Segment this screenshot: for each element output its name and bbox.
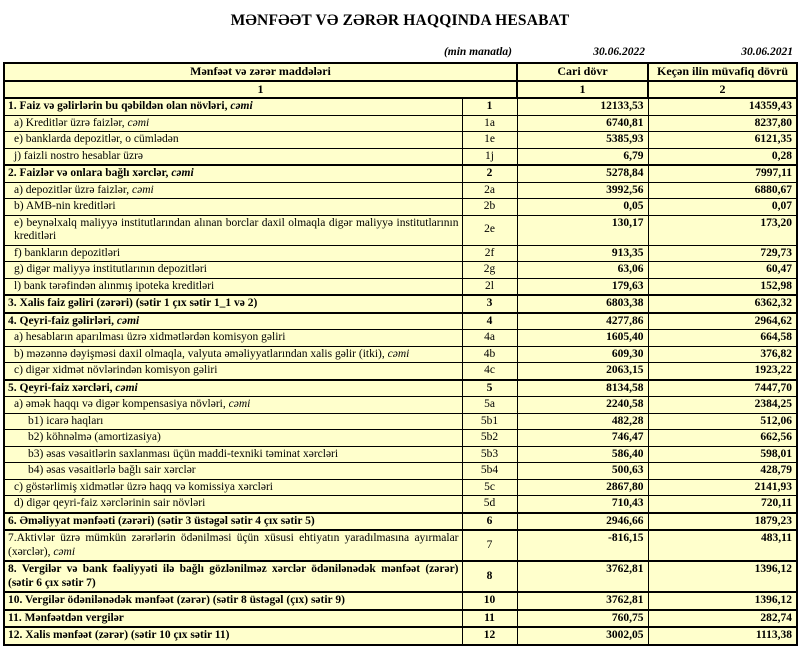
row-label-suffix: cəmi [116, 314, 140, 327]
row-code: 1e [462, 132, 517, 149]
row-label [4, 330, 462, 347]
row-label [4, 262, 462, 279]
row-value-current: -816,15 [517, 530, 648, 561]
row-value-current: 6,79 [517, 148, 648, 165]
row-label-text: 4. Qeyri-faiz gəlirləri, [8, 314, 117, 327]
row-code: 2a [462, 182, 517, 199]
row-label-text: a) Kreditlər üzrə faizlər, [14, 116, 128, 129]
table-row-1j [4, 148, 797, 165]
period-previous-date: 30.06.2021 [741, 46, 793, 58]
row-code: 12 [462, 627, 517, 645]
row-label-text: 2. Faizlər və onlara bağlı xərclər, [8, 167, 172, 179]
row-code: 5b3 [462, 446, 517, 463]
col-header-current: Cari dövr [517, 63, 648, 81]
row-code: 2g [462, 262, 517, 279]
row-code: 2f [462, 245, 517, 262]
table-row-5d [4, 496, 797, 513]
row-value-previous: 512,06 [648, 413, 797, 430]
row-label-text: a) hesabların aparılması üzrə xidmətlərdən komisyon gəliri [14, 331, 286, 343]
row-label-suffix: cəmi [53, 545, 76, 558]
row-label [4, 148, 462, 165]
row-label-text: b) məzənnə dəyişməsi daxil olmaqla, valyuta əməliyyatlarından xalis gəlir (itki), [14, 347, 388, 360]
row-value-current: 500,63 [517, 463, 648, 480]
table-row-5b2 [4, 430, 797, 447]
row-code: 4 [462, 313, 517, 330]
row-value-previous: 428,79 [648, 463, 797, 480]
row-code: 5b1 [462, 413, 517, 430]
row-value-current: 2063,15 [517, 363, 648, 380]
row-value-current: 8134,58 [517, 380, 648, 397]
row-value-current: 913,35 [517, 245, 648, 262]
row-label [4, 530, 462, 561]
row-value-previous: 662,56 [648, 430, 797, 447]
row-label-suffix: cəmi [387, 347, 410, 360]
row-value-current: 5278,84 [517, 165, 648, 182]
row-value-previous: 152,98 [648, 278, 797, 295]
row-value-current: 482,28 [517, 413, 648, 430]
row-value-previous: 664,58 [648, 330, 797, 347]
row-code: 5a [462, 397, 517, 414]
row-label-text: 3. Xalis faiz gəliri (zərəri) (sətir 1 çıx sətir 1_1 və 2) [8, 297, 258, 309]
row-value-previous: 376,82 [648, 346, 797, 363]
row-label [4, 561, 462, 592]
row-code: 7 [462, 530, 517, 561]
row-value-current: 586,40 [517, 446, 648, 463]
row-label-suffix: cəmi [115, 381, 138, 394]
row-label-text: b3) əsas vəsaitlərin saxlanması üçün maddi-texniki təminat xərcləri [28, 447, 339, 460]
row-label [4, 463, 462, 480]
row-code: 2l [462, 278, 517, 295]
table-row-5b4 [4, 463, 797, 480]
col-header-items: Mənfəət və zərər maddələri [4, 63, 517, 81]
row-value-previous: 0,07 [648, 199, 797, 216]
row-value-previous: 1396,12 [648, 592, 797, 610]
row-value-current: 4277,86 [517, 313, 648, 330]
row-code: 5c [462, 479, 517, 496]
row-value-current: 760,75 [517, 610, 648, 628]
col-number-current: 1 [517, 81, 648, 99]
col-header-previous: Keçən ilin müvafiq dövrü [648, 63, 797, 81]
row-label-suffix: cəmi [171, 167, 194, 179]
row-label-text: a) əmək haqqı və digər kompensasiya növləri, [14, 398, 229, 410]
row-value-previous: 1113,38 [648, 627, 797, 645]
row-label [4, 132, 462, 149]
table-row-5a [4, 397, 797, 414]
row-value-current: 746,47 [517, 430, 648, 447]
table-row-7 [4, 530, 797, 561]
row-code: 10 [462, 592, 517, 610]
period-current-date: 30.06.2022 [593, 46, 645, 58]
row-label [4, 397, 462, 414]
row-value-previous: 7447,70 [648, 380, 797, 397]
row-label [4, 446, 462, 463]
row-label [4, 430, 462, 447]
row-code: 8 [462, 561, 517, 592]
row-label-text: a) depozitlər üzrə faizlər, [14, 183, 132, 196]
row-label-text: e) beynəlxalq maliyyə institutlarından alınan borclar daxil olmaqla digər maliyyə institutlarının kreditləri [14, 216, 459, 242]
row-code: 2e [462, 215, 517, 245]
row-code: 6 [462, 513, 517, 531]
row-label-text: j) faizli nostro hesablar üzrə [14, 149, 143, 162]
row-value-current: 609,30 [517, 346, 648, 363]
table-row-5b3 [4, 446, 797, 463]
row-value-previous: 173,20 [648, 215, 797, 245]
row-label [4, 115, 462, 132]
table-row-6 [4, 513, 797, 531]
row-code: 5b2 [462, 430, 517, 447]
table-body [4, 98, 797, 645]
row-value-previous: 1879,23 [648, 513, 797, 531]
row-label [4, 380, 462, 397]
header-row-numbers [4, 81, 797, 99]
row-value-current: 63,06 [517, 262, 648, 279]
report-title: MƏNFƏƏT VƏ ZƏRƏR HAQQINDA HESABAT [230, 12, 570, 29]
row-value-current: 5385,93 [517, 132, 648, 149]
profit-loss-table [3, 62, 798, 646]
row-value-previous: 60,47 [648, 262, 797, 279]
row-value-current: 3762,81 [517, 561, 648, 592]
row-label [4, 513, 462, 531]
row-value-previous: 1396,12 [648, 561, 797, 592]
table-row-2f [4, 245, 797, 262]
row-value-current: 3762,81 [517, 592, 648, 610]
row-value-previous: 2141,93 [648, 479, 797, 496]
row-label-text: b4) əsas vəsaitlərlə bağlı sair xərclər [28, 464, 196, 476]
row-code: 11 [462, 610, 517, 628]
row-label [4, 98, 462, 115]
row-code: 2b [462, 199, 517, 216]
row-label-text: l) bank tərəfindən alınmış ipoteka kreditləri [14, 279, 215, 292]
unit-note: (min manatla) [443, 46, 512, 58]
table-row-2a [4, 182, 797, 199]
row-label-text: 8. Vergilər və bank fəaliyyəti ilə bağlı gözlənilməz xərclər ödənilənədək mənfəət (zərər) (sətir 6 çıx sətir 7) [8, 563, 459, 589]
table-row-5b1 [4, 413, 797, 430]
row-code: 1 [462, 98, 517, 115]
row-value-current: 130,17 [517, 215, 648, 245]
row-value-current: 1605,40 [517, 330, 648, 347]
row-label [4, 610, 462, 628]
table-row-4b [4, 346, 797, 363]
table-row-2g [4, 262, 797, 279]
row-code: 1a [462, 115, 517, 132]
row-label-suffix: cəmi [131, 183, 154, 196]
row-label [4, 278, 462, 295]
row-label [4, 413, 462, 430]
row-value-current: 3992,56 [517, 182, 648, 199]
table-row-1 [4, 98, 797, 115]
row-code: 5 [462, 380, 517, 397]
row-label [4, 295, 462, 313]
row-label [4, 592, 462, 610]
row-value-previous: 2384,25 [648, 397, 797, 414]
row-value-current: 2867,80 [517, 479, 648, 496]
row-value-previous: 7997,11 [648, 165, 797, 182]
table-row-10 [4, 592, 797, 610]
row-label-text: 7.Aktivlər üzrə mümkün zərərlərin ödənilməsi üçün xüsusi ehtiyatın yaradılmasına ayırmalar (xərclər), [8, 532, 459, 558]
row-value-previous: 1923,22 [648, 363, 797, 380]
row-label [4, 496, 462, 513]
table-row-1a [4, 115, 797, 132]
row-label-text: c) göstərlimiş xidmətlər üzrə haqq və komissiya xərcləri [14, 480, 273, 493]
table-row-8 [4, 561, 797, 592]
row-label-text: 12. Xalis mənfəət (zərər) (sətir 10 çıx sətir 11) [8, 629, 230, 641]
row-label [4, 199, 462, 216]
table-row-5c [4, 479, 797, 496]
row-label [4, 182, 462, 199]
table-row-4 [4, 313, 797, 330]
row-label-suffix: cəmi [127, 116, 150, 129]
row-label-text: b1) icarə haqları [28, 414, 104, 427]
row-code: 1j [462, 148, 517, 165]
row-code: 5b4 [462, 463, 517, 480]
row-label [4, 245, 462, 262]
row-value-current: 710,43 [517, 496, 648, 513]
row-label-text: d) digər qeyri-faiz xərclərinin sair növləri [14, 497, 206, 509]
row-value-current: 6803,38 [517, 295, 648, 313]
row-value-previous: 8237,80 [648, 115, 797, 132]
row-value-current: 6740,81 [517, 115, 648, 132]
row-label [4, 346, 462, 363]
row-value-previous: 483,11 [648, 530, 797, 561]
col-number-previous: 2 [648, 81, 797, 99]
row-label [4, 165, 462, 182]
row-value-current: 2240,58 [517, 397, 648, 414]
row-code: 2 [462, 165, 517, 182]
meta-row [0, 46, 800, 60]
table-row-11 [4, 610, 797, 628]
table-row-2b [4, 199, 797, 216]
row-value-previous: 6880,67 [648, 182, 797, 199]
row-code: 4c [462, 363, 517, 380]
row-code: 5d [462, 496, 517, 513]
row-value-current: 3002,05 [517, 627, 648, 645]
row-value-current: 2946,66 [517, 513, 648, 531]
table-row-4a [4, 330, 797, 347]
row-label [4, 215, 462, 245]
table-row-2 [4, 165, 797, 182]
table-row-4c [4, 363, 797, 380]
row-code: 3 [462, 295, 517, 313]
row-value-current: 179,63 [517, 278, 648, 295]
row-value-previous: 14359,43 [648, 98, 797, 115]
table-row-2e [4, 215, 797, 245]
row-label-text: 6. Əməliyyat mənfəəti (zərəri) (sətir 3 üstəgəl sətir 4 çıx sətir 5) [8, 514, 315, 527]
row-label-suffix: cəmi [228, 398, 251, 410]
row-label [4, 363, 462, 380]
table-row-5 [4, 380, 797, 397]
col-number-items: 1 [4, 81, 517, 99]
row-value-previous: 729,73 [648, 245, 797, 262]
row-label [4, 479, 462, 496]
row-value-previous: 6362,32 [648, 295, 797, 313]
row-code: 4a [462, 330, 517, 347]
row-label-text: 10. Vergilər ödənilənədək mənfəət (zərər) (sətir 8 üstəgəl (çıx) sətir 9) [8, 594, 345, 606]
row-value-current: 12133,53 [517, 98, 648, 115]
row-label-text: g) digər maliyyə institutlarının depozitləri [14, 263, 207, 275]
row-label-text: b) AMB-nin kreditləri [14, 200, 116, 212]
row-value-previous: 0,28 [648, 148, 797, 165]
row-value-previous: 282,74 [648, 610, 797, 628]
row-value-previous: 6121,35 [648, 132, 797, 149]
row-label-text: 11. Mənfəətdən vergilər [8, 611, 124, 624]
table-header [4, 63, 797, 98]
row-value-current: 0,05 [517, 199, 648, 216]
row-label-text: e) banklarda depozitlər, o cümlədən [14, 133, 179, 145]
row-value-previous: 720,11 [648, 496, 797, 513]
row-label [4, 627, 462, 645]
table-row-12 [4, 627, 797, 645]
row-label-text: f) bankların depozitləri [14, 246, 121, 259]
table-row-2l [4, 278, 797, 295]
row-label-suffix: cəmi [230, 100, 253, 112]
table-row-1e [4, 132, 797, 149]
table-row-3 [4, 295, 797, 313]
header-row-labels [4, 63, 797, 81]
row-value-previous: 2964,62 [648, 313, 797, 330]
row-label-text: b2) köhnəlmə (amortizasiya) [28, 431, 161, 443]
row-value-previous: 598,01 [648, 446, 797, 463]
row-code: 4b [462, 346, 517, 363]
row-label [4, 313, 462, 330]
row-label-text: 5. Qeyri-faiz xərcləri, [8, 381, 116, 394]
row-label-text: c) digər xidmət növlərindən komisyon gəliri [14, 364, 218, 376]
row-label-text: 1. Faiz və gəlirlərin bu qəbildən olan növləri, [8, 100, 231, 112]
